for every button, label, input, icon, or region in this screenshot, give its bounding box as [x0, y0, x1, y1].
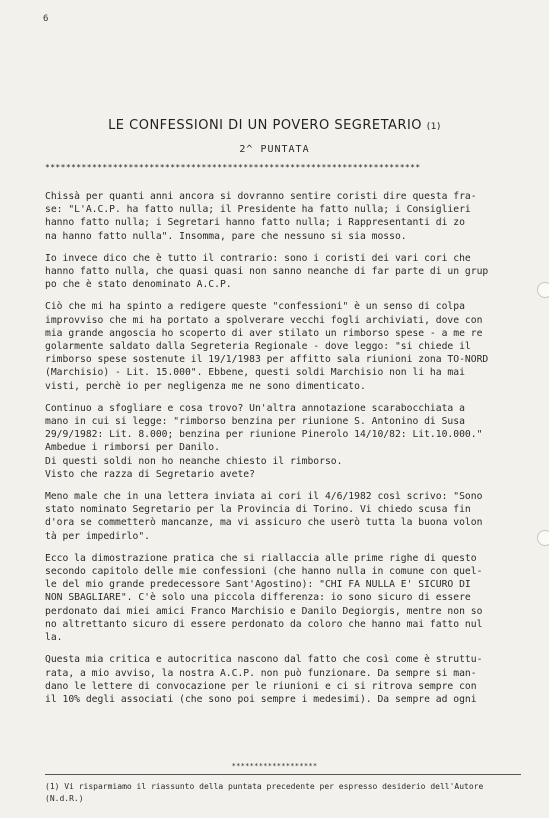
binder-hole-mark [537, 282, 549, 298]
paragraph: Ciò che mi ha spinto a redigere queste "confessioni" è un senso di colpa improvviso che mi ha portato a spolverare vecchi fogli archiviati, dove con mia grande angoscia ho scoperto di aver stilato un rimborso spese - a me re golarmente saldato dalla Segreteria Regionale - dove leggo: "si chiede il rimborso spese sostenute il 19/1/1983 per affitto sala riunioni zona TO-NORD (Marchisio) - Lit. 15.000". Ebbene, questi soldi Marchisio non li ha mai visti, perchè io per negligenza me ne sono dimenticato. [45, 301, 489, 392]
footnote: (1) Vi risparmiamo il riassunto della puntata precedente per espresso desiderio dell'Autore (N.d.R.) [45, 782, 484, 803]
paragraph: Io invece dico che è tutto il contrario: sono i coristi dei vari cori che hanno fatto nulla, che quasi quasi non sanno neanche di far parte di un grup po che è stato denominato A.C.P. [45, 252, 489, 291]
article-body [45, 190, 525, 715]
paragraph: Ecco la dimostrazione pratica che si riallaccia alle prime righe di questo secondo capitolo delle mie confessioni (che hanno nulla in comune con quel- le del mio grande predecessore Sant'Agostino): "CHI FA NULLA E' SICURO DI NON SBAGLIARE". C'è solo una piccola differenza: io sono sicuro di essere perdonato dai miei amici Franco Marchisio e Danilo Degiorgis, mentre non so no altrettanto sicuro di essere perdonato da coloro che hanno mai fatto nul la. [45, 552, 483, 644]
article-subtitle: 2^ PUNTATA [239, 144, 310, 155]
article-title-text: LE CONFESSIONI DI UN POVERO SEGRETARIO [108, 118, 423, 133]
paragraph: Chissà per quanti anni ancora si dovranno sentire coristi dire questa fra- se: "L'A.C.P. ha fatto nulla; il Presidente ha fatto nulla; i Consiglieri hanno fatto nulla; i Segretari hanno fatto nulla; i Rappresentanti di zo na hanno fatto nulla". Insomma, pare che nessuno si sia mosso. [45, 191, 477, 242]
footnote-rule [45, 774, 521, 775]
binder-hole-mark [537, 530, 549, 546]
page-number: 6 [43, 14, 49, 24]
asterisk-divider: ************************************************************************ [45, 163, 421, 172]
title-footnote-marker: (1) [426, 122, 441, 132]
paragraph: Meno male che in una lettera inviata ai cori il 4/6/1982 così scrivo: "Sono stato nominato Segretario per la Provincia di Torino. Vi chiedo scusa fin d'ora se commetterò mancanze, ma vi assicuro che userò tutta la buona volon tà per impedirlo". [45, 491, 483, 542]
footnote-asterisk-divider: ******************* [231, 762, 318, 770]
paragraph: Continuo a sfogliare e cosa trovo? Un'altra annotazione scarabocchiata a mano in cui si legge: "rimborso benzina per riunione S. Antonino di Susa 29/9/1982: Lit. 8.000; benzina per riunione Pinerolo 14/10/82: Lit.10.000." Ambedue i rimborsi per Danilo. Di questi soldi non ho neanche chiesto il rimborso. Visto che razza di Segretario avete? [45, 402, 483, 480]
paragraph: Questa mia critica e autocritica nascono dal fatto che così come è struttu- rata, a mio avviso, la nostra A.C.P. non può funzionare. Da sempre si man- dano le lettere di convocazione per le riunioni e ci si ritrova sempre con il 10% degli associati (che sono poi sempre i medesimi). Da sempre ad ogni [45, 654, 483, 705]
article-title [0, 118, 549, 133]
